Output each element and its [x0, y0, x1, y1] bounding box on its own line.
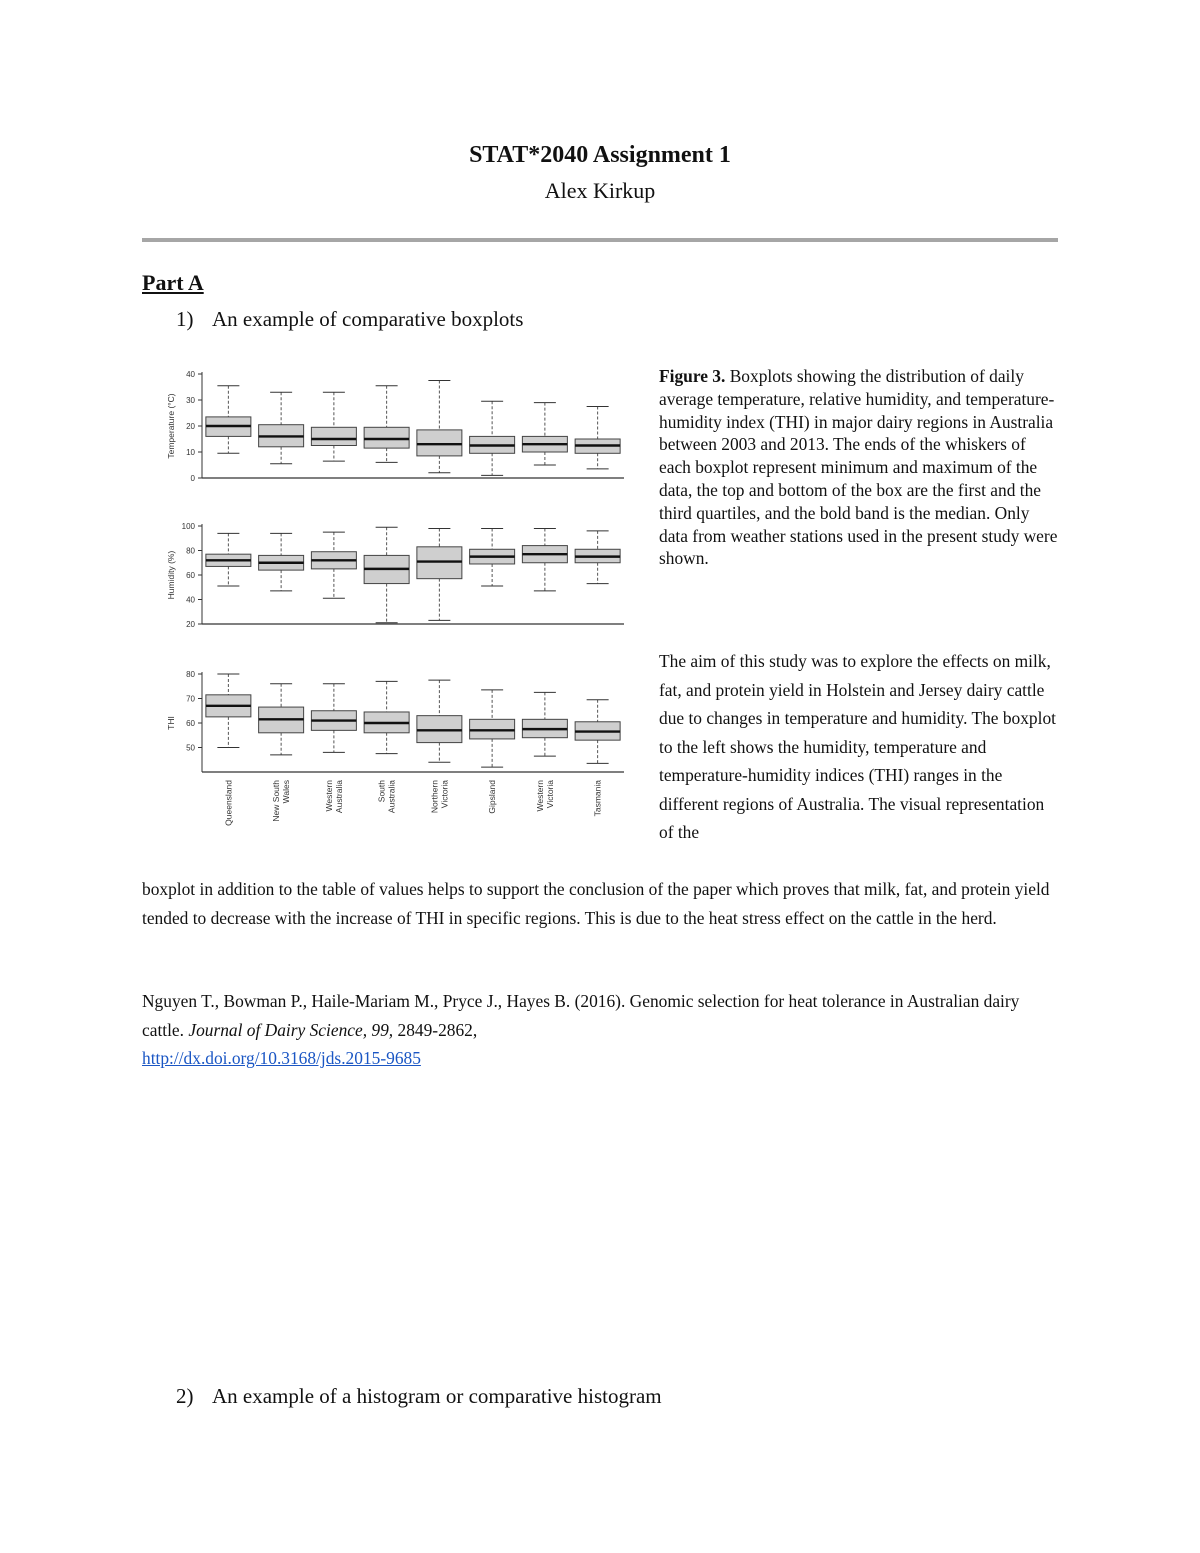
y-tick-label: 0 — [190, 474, 195, 483]
y-axis-label: Temperature (°C) — [166, 393, 176, 459]
y-tick-label: 80 — [186, 546, 195, 556]
horizontal-rule — [142, 238, 1058, 242]
figure-caption-label: Figure 3. — [659, 366, 726, 386]
box-iqr — [470, 719, 515, 739]
question-2-number: 2) — [176, 1384, 194, 1408]
body-paragraph-bottom: boxplot in addition to the table of values helps to support the conclusion of the paper which proves that milk, fat, and protein yield tended to decrease with the increase of THI in specific regions. This is due to the heat stress effect on the cattle in the herd. — [142, 879, 1050, 928]
reference-journal: Journal of Dairy Science, 99, — [188, 1019, 394, 1040]
box-iqr — [417, 547, 462, 579]
x-category-label: Queensland — [223, 780, 234, 826]
x-category-label: Gipsland — [487, 780, 498, 814]
document-author: Alex Kirkup — [544, 178, 656, 203]
x-category-label: NorthernVictoria — [429, 780, 450, 814]
question-2-text: An example of a histogram or comparative histogram — [212, 1384, 662, 1408]
y-tick-label: 80 — [186, 670, 195, 679]
y-tick-label: 40 — [186, 595, 195, 605]
x-category-label: WesternAustralia — [323, 780, 344, 814]
y-tick-label: 60 — [186, 571, 195, 580]
y-axis-label: Humidity (%) — [166, 550, 176, 600]
document-title: STAT*2040 Assignment 1 — [469, 142, 731, 168]
y-tick-label: 20 — [186, 620, 195, 629]
y-axis-label: THI — [166, 716, 176, 730]
reference-doi-link[interactable]: http://dx.doi.org/10.3168/jds.2015-9685 — [142, 1048, 421, 1068]
y-tick-label: 30 — [186, 396, 195, 405]
body-paragraph-top: The aim of this study was to explore the effects on milk, fat, and protein yield in Holstein and Jersey dairy cattle due to changes in temperature and humidity. The boxplot to the left shows the humidity, temperature and temperature-humidity indices (THI) ranges in the different regions of Australia. The visual representation of the — [659, 651, 1056, 842]
boxplot-figure — [142, 358, 632, 848]
reference-citation — [142, 987, 1058, 1073]
x-category-label: SouthAustralia — [376, 780, 397, 814]
box-iqr — [417, 716, 462, 743]
reference-pages: 2849-2862, — [397, 1019, 478, 1040]
question-2 — [176, 1384, 662, 1409]
y-tick-label: 70 — [186, 694, 195, 704]
question-1 — [176, 307, 523, 332]
question-1-number: 1) — [176, 307, 194, 331]
x-category-label: WesternVictoria — [534, 780, 555, 812]
y-tick-label: 50 — [186, 743, 195, 753]
box-iqr — [417, 430, 462, 456]
part-heading: Part A — [142, 270, 204, 295]
y-tick-label: 100 — [181, 522, 195, 531]
y-tick-label: 60 — [186, 719, 195, 728]
x-category-label: Tasmania — [592, 780, 603, 817]
figure-caption — [659, 365, 1059, 570]
question-1-text: An example of comparative boxplots — [212, 307, 524, 331]
figure-caption-text: Boxplots showing the distribution of daily average temperature, relative humidity, and temperature-humidity index (THI) in major dairy regions in Australia between 2003 and 2013. The ends of the whiskers of each boxplot represent minimum and maximum of the data, the top and bottom of the box are the first and the third quartiles, and the bold band is the median. Only data from weather stations used in the present study were shown. — [659, 366, 1058, 569]
box-iqr — [364, 427, 409, 448]
y-tick-label: 20 — [186, 422, 195, 431]
box-iqr — [311, 427, 356, 445]
reference-authors: Nguyen T., Bowman P., Haile-Mariam M., Pryce J., Hayes B. (2016). Genomic selection for heat tolerance in Australian dairy cattle. — [142, 991, 1020, 1040]
y-tick-label: 10 — [186, 448, 195, 457]
x-category-label: New SouthWales — [271, 780, 292, 822]
y-tick-label: 40 — [186, 370, 195, 379]
